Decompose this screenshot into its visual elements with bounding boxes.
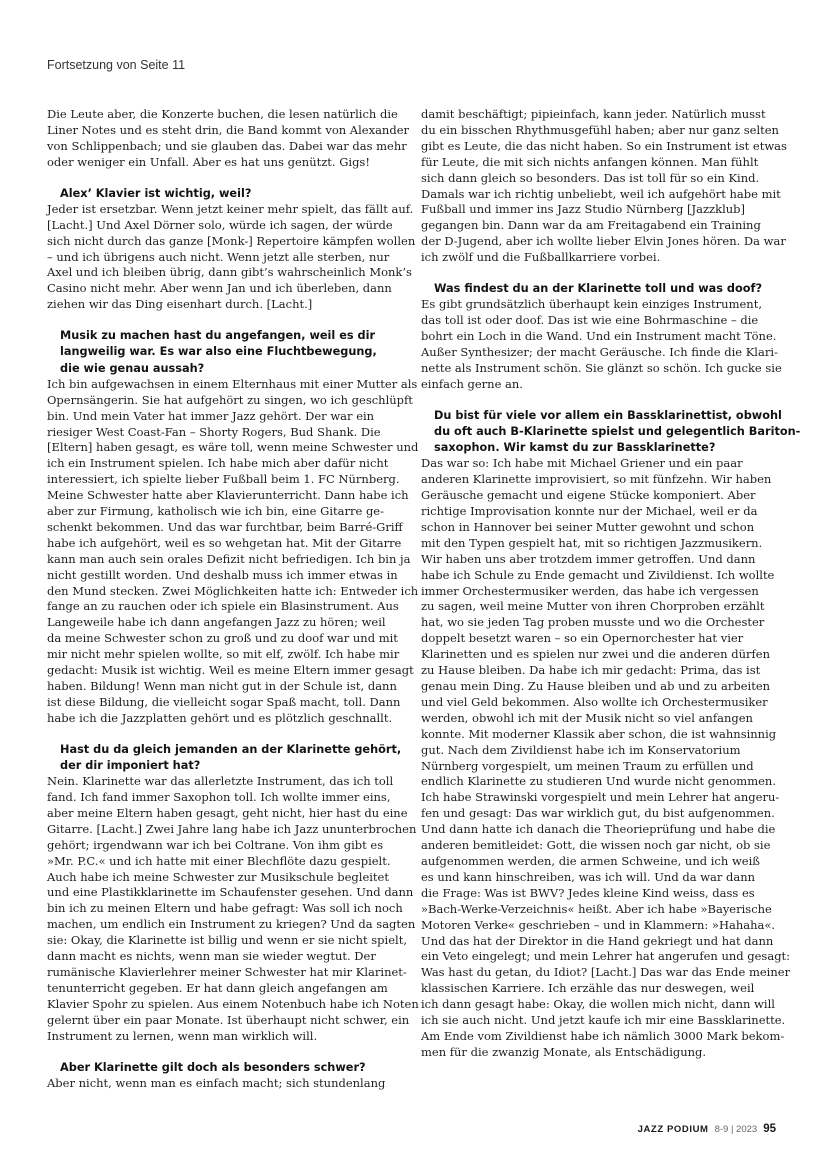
text-line: Wir haben uns aber trotzdem immer getroffen. Und dann [421, 551, 756, 566]
text-line: – und ich übrigens auch nicht. Wenn jetzt alle sterben, nur [47, 249, 390, 264]
text-line: tenunterricht gegeben. Er hat dann gleich angefangen am [47, 980, 388, 995]
answer-paragraph [47, 376, 419, 727]
text-line: und eine Plastikklarinette im Schaufenster gesehen. Und dann [47, 885, 414, 900]
text-line: mit den Typen gespielt hat, mit so richtigen Jazzmusikern. [421, 535, 763, 550]
text-line: Aber nicht, wenn man es einfach macht; sich stundenlang [47, 1075, 386, 1090]
text-line: gibt es Leute, die das nicht haben. So ein Instrument ist etwas [421, 138, 787, 153]
text-line: Nürnberg vorgespielt, um meinen Traum zu erfüllen und [421, 758, 754, 773]
answer-paragraph [421, 297, 782, 392]
text-line: die Frage: Was ist BWV? Jedes kleine Kind weiss, dass es [421, 885, 755, 900]
text-line: bin ich zu meinen Eltern und habe gefragt: Was soll ich noch [47, 901, 403, 916]
text-line: ich dann gesagt habe: Okay, die wollen mich nicht, dann will [421, 997, 775, 1012]
text-line: einfach gerne an. [421, 376, 523, 391]
text-line: schenkt bekommen. Und das war furchtbar, beim Barré-Griff [47, 519, 403, 534]
section-gap [47, 1045, 402, 1060]
question-line: Aber Klarinette gilt doch als besonders schwer? [60, 1060, 366, 1074]
text-line: oder weniger ein Unfall. Aber es hat uns genützt. Gigs! [47, 154, 370, 169]
text-line: doppelt besetzt waren – so ein Opernorchester hat vier [421, 631, 744, 646]
text-line: machen, um endlich ein Instrument zu kriegen? Und da sagten [47, 917, 416, 932]
text-line: ich ein Instrument spielen. Ich habe mich aber dafür nicht [47, 456, 389, 471]
interview-question [421, 281, 776, 297]
text-line: für Leute, die mit sich nichts anfangen können. Man fühlt [421, 154, 759, 169]
question-line: Du bist für viele vor allem ein Bassklarinettist, obwohl [434, 408, 782, 422]
text-line: sie: Okay, die Klarinette ist billig und wenn er sie nicht spielt, [47, 933, 407, 948]
issue-number: 8-9 | 2023 [714, 1124, 758, 1135]
section-gap [421, 393, 776, 408]
text-line: Nein. Klarinette war das allerletzte Instrument, das ich toll [47, 774, 394, 789]
answer-paragraph [47, 1076, 402, 1092]
text-line: riesiger West Coast-Fan – Shorty Rogers, Bud Shank. Die [47, 424, 381, 439]
text-line: [Lacht.] Und Axel Dörner solo, würde ich sagen, der würde [47, 217, 393, 232]
text-line: Meine Schwester hatte aber Klavierunterricht. Dann habe ich [47, 488, 409, 503]
section-gap [47, 313, 402, 328]
text-line: »Bach-Werke-Verzeichnis« heißt. Aber ich habe »Bayerische [421, 901, 772, 916]
text-line: gegangen bin. Dann war da am Freitagabend ein Training [421, 218, 761, 233]
interview-question [421, 408, 801, 457]
text-line: Axel und ich bleiben übrig, dann gibt’s wahrscheinlich Monk’s [47, 265, 412, 280]
text-line: sich dann gleich so besonders. Das ist toll für so ein Kind. [421, 170, 760, 185]
text-line: interessiert, ich spielte lieber Fußball beim 1. FC Nürnberg. [47, 472, 400, 487]
text-line: von Schlippenbach; und sie glauben das. Dabei war das mehr [47, 138, 407, 153]
text-line: Und das hat der Direktor in die Hand gekriegt und hat dann [421, 933, 774, 948]
text-line: Was hast du getan, du Idiot? [Lacht.] Das war das Ende meiner [421, 965, 791, 980]
text-line: aber zur Firmung, katholisch wie ich bin, eine Gitarre ge- [47, 504, 384, 519]
text-line: gut. Nach dem Zivildienst habe ich im Konservatorium [421, 742, 741, 757]
continuation-note: Fortsetzung von Seite 11 [47, 58, 186, 72]
text-line: anderen bemitleidet: Gott, die wissen noch gar nicht, ob sie [421, 838, 771, 853]
text-line: Geräusche gemacht und eigene Stücke komponiert. Aber [421, 488, 756, 503]
text-line: werden, obwohl ich mit der Musik nicht so viel anfangen [421, 710, 753, 725]
question-line: Was findest du an der Klarinette toll und was doof? [434, 282, 763, 296]
text-line: hat, wo sie jeden Tag proben musste und wo die Orchester [421, 615, 765, 630]
text-line: genau mein Ding. Zu Hause bleiben und ab und zu arbeiten [421, 679, 771, 693]
text-line: Auch habe ich meine Schwester zur Musikschule begleitet [47, 869, 389, 884]
text-line: aber meine Eltern haben gesagt, geht nicht, hier hast du eine [47, 805, 408, 820]
text-line: Am Ende vom Zivildienst habe ich nämlich 3000 Mark bekom- [421, 1028, 785, 1043]
left-column [47, 107, 419, 1092]
text-line: habe ich aufgehört, weil es so wehgetan hat. Mit der Gitarre [47, 535, 402, 550]
text-line: nicht gestillt worden. Und deshalb muss ich immer etwas in [47, 567, 398, 582]
text-line: Casino nicht mehr. Aber wenn Jan und ich überleben, dann [47, 281, 392, 296]
text-line: gelernt über ein paar Monate. Ist überhaupt nicht schwer, ein [47, 1012, 410, 1027]
text-line: [Eltern] haben gesagt, es wäre toll, wenn meine Schwester und [47, 440, 419, 455]
answer-paragraph [47, 774, 419, 1044]
answer-paragraph [421, 107, 787, 266]
text-line: da meine Schwester schon zu groß und zu doof war und mit [47, 631, 398, 646]
text-line: das toll ist oder doof. Das ist wie eine Bohrmaschine – die [421, 313, 759, 328]
text-line: richtige Improvisation konnte nur der Michael, weil er da [421, 504, 758, 519]
text-line: damit beschäftigt; pipieinfach, kann jeder. Natürlich musst [421, 107, 766, 121]
text-line: ziehen wir das Ding eisenhart durch. [Lacht.] [47, 297, 313, 312]
interview-question [47, 186, 402, 202]
text-line: habe ich Schule zu Ende gemacht und Zivildienst. Ich wollte [421, 567, 775, 582]
text-line: kann man auch sein orales Defizit nicht befriedigen. Ich bin ja [47, 551, 411, 566]
text-line: Außer Synthesizer; der macht Geräusche. Ich finde die Klari- [421, 344, 778, 359]
text-line: endlich Klarinette zu studieren Und wurde nicht genommen. [421, 774, 776, 789]
page-number: 95 [763, 1123, 776, 1135]
interview-question [47, 1060, 402, 1076]
text-line: fand. Ich fand immer Saxophon toll. Ich wollte immer eins, [47, 790, 391, 805]
text-line: den Mund stecken. Zwei Möglichkeiten hatte ich: Entweder ich [47, 583, 419, 598]
section-gap [47, 171, 402, 186]
interview-question [47, 328, 402, 377]
answer-paragraph [47, 107, 410, 171]
text-line: gedacht: Musik ist wichtig. Weil es meine Eltern immer gesagt [47, 663, 414, 678]
text-line: sich nicht durch das ganze [Monk-] Repertoire kämpfen wollen [47, 233, 416, 248]
text-line: »Mr. P.C.« und ich hatte mit einer Blechflöte dazu gespielt. [47, 853, 391, 868]
text-line: Motoren Verke« geschrieben – und in Klammern: »Hahaha«. [421, 917, 776, 932]
question-line: Alex’ Klavier ist wichtig, weil? [60, 186, 252, 200]
page-footer [638, 1123, 776, 1135]
question-line: Musik zu machen hast du angefangen, weil es dir [60, 329, 376, 343]
text-line: zu sagen, weil meine Mutter von ihren Chorproben erzählt [421, 599, 765, 614]
text-line: dann macht es nichts, wenn man sie wieder wegtut. Der [47, 949, 376, 964]
text-line: Instrument zu lernen, wenn man wirklich will. [47, 1028, 318, 1043]
text-line: der D-Jugend, aber ich wollte lieber Elvin Jones hören. Da war [421, 234, 786, 249]
text-line: ich sie auch nicht. Und jetzt kaufe ich mir eine Bassklarinette. [421, 1013, 786, 1028]
question-line: der dir imponiert hat? [60, 758, 201, 772]
text-line: Ich habe Strawinski vorgespielt und mein Lehrer hat angeru- [421, 790, 780, 805]
text-line: men für die zwanzig Monate, als Entschädigung. [421, 1044, 707, 1059]
text-line: fen und gesagt: Das war wirklich gut, du bist aufgenommen. [421, 806, 775, 821]
text-line: mir nicht mehr spielen wollte, so mit elf, zwölf. Ich habe mir [47, 647, 400, 662]
right-column [421, 107, 801, 1061]
question-line: saxophon. Wir kamst du zur Bassklarinette? [434, 441, 716, 455]
section-gap [47, 727, 402, 742]
text-line: Gitarre. [Lacht.] Zwei Jahre lang habe ich Jazz ununterbrochen [47, 821, 417, 836]
interview-question [47, 742, 402, 774]
text-line: Es gibt grundsätzlich überhaupt kein einziges Instrument, [421, 297, 762, 312]
text-line: schon in Hannover bei seiner Mutter gewohnt und schon [421, 519, 755, 534]
text-line: habe ich die Jazzplatten gehört und es plötzlich geschnallt. [47, 710, 393, 725]
question-line: du oft auch B-Klarinette spielst und gelegentlich Bariton- [434, 424, 801, 438]
text-line: haben. Bildung! Wenn man nicht gut in der Schule ist, dann [47, 679, 397, 693]
text-line: rumänische Klavierlehrer meiner Schwester hat mir Klarinet- [47, 965, 407, 979]
text-line: anderen Klarinette improvisiert, so mit fünfzehn. Wir haben [421, 472, 772, 487]
text-line: klassischen Karriere. Ich erzähle das nur deswegen, weil [421, 981, 755, 996]
text-line: Ich bin aufgewachsen in einem Elternhaus mit einer Mutter als [47, 376, 418, 391]
text-line: Das war so: Ich habe mit Michael Griener und ein paar [421, 456, 743, 471]
text-line: immer Orchestermusiker werden, das habe ich vergessen [421, 583, 759, 598]
text-line: aufgenommen werden, die armen Schweine, und ich weiß [421, 853, 760, 868]
text-line: konnte. Mit moderner Klassik aber schon, die ist wahnsinnig [421, 726, 777, 741]
text-line: Damals war ich richtig unbeliebt, weil ich aufgehört habe mit [421, 186, 781, 201]
text-line: Klavier Spohr zu spielen. Aus einem Notenbuch habe ich Noten [47, 996, 419, 1011]
text-line: Opernsängerin. Sie hat aufgehört zu singen, wo ich geschlüpft [47, 392, 413, 407]
text-line: zu Hause bleiben. Da habe ich mir gedacht: Prima, das ist [421, 663, 761, 678]
text-line: Fußball und immer ins Jazz Studio Nürnberg [Jazzklub] [421, 202, 746, 217]
text-line: es und kann hinschreiben, was ich will. Und da war dann [421, 869, 756, 884]
answer-paragraph [421, 456, 791, 1060]
text-line: nette als Instrument schön. Sie glänzt so schön. Ich gucke sie [421, 360, 782, 375]
text-line: Liner Notes und es steht drin, die Band kommt von Alexander [47, 122, 410, 137]
section-gap [421, 266, 776, 281]
question-line: die wie genau aussah? [60, 361, 205, 375]
text-line: Klarinetten und es spielen nur zwei und die anderen dürfen [421, 647, 770, 662]
answer-paragraph [47, 201, 416, 313]
text-line: du ein bisschen Rhythmusgefühl haben; aber nur ganz selten [421, 122, 779, 137]
text-line: und viel Geld bekommen. Also wollte ich Orchestermusiker [421, 694, 768, 709]
text-line: ist diese Bildung, die vielleicht sogar Spaß macht, toll. Dann [47, 694, 401, 709]
text-line: Jeder ist ersetzbar. Wenn jetzt keiner mehr spielt, das fällt auf. [47, 201, 414, 216]
text-line: Die Leute aber, die Konzerte buchen, die lesen natürlich die [47, 107, 398, 121]
text-line: fange an zu rauchen oder ich spiele ein Blasinstrument. Aus [47, 599, 399, 614]
text-line: ich zwölf und die Fußballkarriere vorbei. [421, 250, 661, 265]
text-line: gehört; irgendwann war ich bei Coltrane. Von ihm gibt es [47, 837, 384, 852]
question-line: langweilig war. Es war also eine Fluchtbewegung, [60, 345, 377, 359]
text-line: bin. Und mein Vater hat immer Jazz gehört. Der war ein [47, 408, 375, 423]
text-line: Langeweile habe ich dann angefangen Jazz zu hören; weil [47, 615, 386, 630]
text-line: Und dann hatte ich danach die Theorieprüfung und habe die [421, 822, 776, 837]
text-line: ein Veto eingelegt; und mein Lehrer hat angerufen und gesagt: [421, 949, 791, 964]
text-line: bohrt ein Loch in die Wand. Und ein Instrument macht Töne. [421, 329, 777, 344]
magazine-name: JAZZ PODIUM [637, 1124, 709, 1135]
question-line: Hast du da gleich jemanden an der Klarinette gehört, [60, 742, 402, 756]
